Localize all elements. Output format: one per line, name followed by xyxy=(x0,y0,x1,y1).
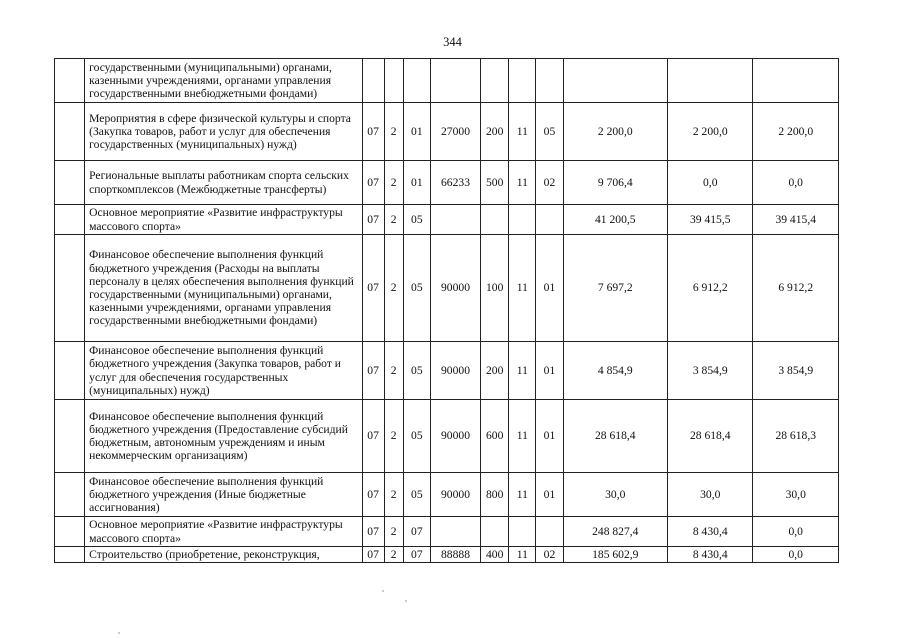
amount-cell: 6 912,2 xyxy=(753,235,839,342)
row-description: государственными (муниципальными) органами, казенными учреждениями, органами управления государственными внебюджетными фондами) xyxy=(85,59,362,103)
amount-cell xyxy=(668,59,753,103)
table-row xyxy=(55,342,839,400)
code-cell: 2 xyxy=(384,161,403,205)
code-cell: 07 xyxy=(362,205,384,235)
code-cell: 2 xyxy=(384,342,403,400)
amount-cell: 0,0 xyxy=(753,547,839,563)
code-cell: 500 xyxy=(481,161,509,205)
amount-cell: 30,0 xyxy=(563,473,668,517)
amount-cell xyxy=(563,59,668,103)
amount-cell: 9 706,4 xyxy=(563,161,668,205)
code-cell: 90000 xyxy=(430,473,480,517)
table-row xyxy=(55,59,839,103)
code-cell: 05 xyxy=(403,400,430,473)
code-cell: 11 xyxy=(509,473,536,517)
scan-dot xyxy=(118,632,120,634)
code-cell: 66233 xyxy=(430,161,480,205)
amount-cell: 0,0 xyxy=(753,161,839,205)
amount-cell: 39 415,4 xyxy=(753,205,839,235)
code-cell: 07 xyxy=(362,342,384,400)
amount-cell: 2 200,0 xyxy=(563,103,668,161)
code-cell: 400 xyxy=(481,547,509,563)
code-cell: 07 xyxy=(362,103,384,161)
code-cell: 05 xyxy=(536,103,563,161)
code-cell: 11 xyxy=(509,400,536,473)
code-cell xyxy=(509,517,536,547)
code-cell: 2 xyxy=(384,235,403,342)
code-cell: 05 xyxy=(403,342,430,400)
table-row xyxy=(55,400,839,473)
row-description: Финансовое обеспечение выполнения функций бюджетного учреждения (Расходы на выплаты персоналу в целях обеспечения выполнения функций государственными (муниципальными) органами, казенными учреждениями, органами управления государственными внебюджетными фондами) xyxy=(85,235,362,342)
code-cell xyxy=(536,59,563,103)
code-cell: 11 xyxy=(509,235,536,342)
code-cell: 200 xyxy=(481,103,509,161)
table-row xyxy=(55,161,839,205)
amount-cell: 30,0 xyxy=(668,473,753,517)
code-cell xyxy=(403,59,430,103)
table-row xyxy=(55,473,839,517)
amount-cell: 30,0 xyxy=(753,473,839,517)
code-cell xyxy=(509,205,536,235)
code-cell: 07 xyxy=(362,473,384,517)
amount-cell: 0,0 xyxy=(668,161,753,205)
code-cell: 600 xyxy=(481,400,509,473)
amount-cell: 185 602,9 xyxy=(563,547,668,563)
code-cell: 07 xyxy=(403,517,430,547)
amount-cell: 7 697,2 xyxy=(563,235,668,342)
row-description: Региональные выплаты работникам спорта сельских спорткомплексов (Межбюджетные трансферты) xyxy=(85,161,362,205)
scan-dot xyxy=(382,590,384,592)
code-cell: 07 xyxy=(362,517,384,547)
code-cell: 07 xyxy=(362,547,384,563)
table-row xyxy=(55,517,839,547)
code-cell: 800 xyxy=(481,473,509,517)
row-description: Основное мероприятие «Развитие инфраструктуры массового спорта» xyxy=(85,517,362,547)
code-cell: 2 xyxy=(384,400,403,473)
code-cell: 90000 xyxy=(430,400,480,473)
scan-dot xyxy=(405,600,407,602)
amount-cell: 248 827,4 xyxy=(563,517,668,547)
code-cell: 07 xyxy=(362,235,384,342)
code-cell: 01 xyxy=(403,161,430,205)
code-cell: 2 xyxy=(384,473,403,517)
row-marker-cell xyxy=(55,161,85,205)
code-cell: 11 xyxy=(509,547,536,563)
table-row xyxy=(55,235,839,342)
code-cell: 2 xyxy=(384,205,403,235)
code-cell: 01 xyxy=(536,342,563,400)
amount-cell: 4 854,9 xyxy=(563,342,668,400)
amount-cell: 8 430,4 xyxy=(668,517,753,547)
row-marker-cell xyxy=(55,547,85,563)
row-description: Основное мероприятие «Развитие инфраструктуры массового спорта» xyxy=(85,205,362,235)
row-marker-cell xyxy=(55,205,85,235)
code-cell xyxy=(384,59,403,103)
amount-cell xyxy=(753,59,839,103)
amount-cell: 8 430,4 xyxy=(668,547,753,563)
code-cell: 02 xyxy=(536,161,563,205)
code-cell: 01 xyxy=(536,235,563,342)
amount-cell: 3 854,9 xyxy=(668,342,753,400)
row-description: Финансовое обеспечение выполнения функций бюджетного учреждения (Иные бюджетные ассигнования) xyxy=(85,473,362,517)
code-cell: 11 xyxy=(509,103,536,161)
amount-cell: 6 912,2 xyxy=(668,235,753,342)
table-row xyxy=(55,547,839,563)
amount-cell: 3 854,9 xyxy=(753,342,839,400)
code-cell: 02 xyxy=(536,547,563,563)
code-cell xyxy=(509,59,536,103)
code-cell: 01 xyxy=(403,103,430,161)
code-cell: 90000 xyxy=(430,342,480,400)
row-marker-cell xyxy=(55,59,85,103)
code-cell xyxy=(536,205,563,235)
code-cell: 01 xyxy=(536,473,563,517)
amount-cell: 28 618,4 xyxy=(668,400,753,473)
code-cell: 01 xyxy=(536,400,563,473)
row-marker-cell xyxy=(55,342,85,400)
amount-cell: 28 618,4 xyxy=(563,400,668,473)
amount-cell: 0,0 xyxy=(753,517,839,547)
budget-table xyxy=(54,58,839,563)
code-cell: 88888 xyxy=(430,547,480,563)
code-cell xyxy=(430,205,480,235)
row-marker-cell xyxy=(55,235,85,342)
row-marker-cell xyxy=(55,517,85,547)
code-cell xyxy=(536,517,563,547)
code-cell xyxy=(362,59,384,103)
code-cell: 2 xyxy=(384,517,403,547)
code-cell xyxy=(481,205,509,235)
code-cell: 11 xyxy=(509,161,536,205)
code-cell xyxy=(481,59,509,103)
row-description: Строительство (приобретение, реконструкция, xyxy=(85,547,362,563)
amount-cell: 41 200,5 xyxy=(563,205,668,235)
row-description: Финансовое обеспечение выполнения функций бюджетного учреждения (Закупка товаров, работ и услуг для обеспечения государственных (муниципальных) нужд) xyxy=(85,342,362,400)
row-description: Мероприятия в сфере физической культуры и спорта (Закупка товаров, работ и услуг для обеспечения государственных (муниципальных) нужд) xyxy=(85,103,362,161)
code-cell: 07 xyxy=(362,400,384,473)
code-cell xyxy=(481,517,509,547)
amount-cell: 28 618,3 xyxy=(753,400,839,473)
code-cell: 200 xyxy=(481,342,509,400)
code-cell: 05 xyxy=(403,205,430,235)
code-cell: 100 xyxy=(481,235,509,342)
code-cell: 07 xyxy=(403,547,430,563)
code-cell: 11 xyxy=(509,342,536,400)
amount-cell: 39 415,5 xyxy=(668,205,753,235)
page-number: 344 xyxy=(443,35,462,49)
code-cell: 2 xyxy=(384,103,403,161)
table-row xyxy=(55,103,839,161)
row-marker-cell xyxy=(55,473,85,517)
code-cell: 90000 xyxy=(430,235,480,342)
code-cell: 2 xyxy=(384,547,403,563)
row-marker-cell xyxy=(55,400,85,473)
amount-cell: 2 200,0 xyxy=(668,103,753,161)
table-row xyxy=(55,205,839,235)
code-cell: 27000 xyxy=(430,103,480,161)
code-cell: 07 xyxy=(362,161,384,205)
row-description: Финансовое обеспечение выполнения функций бюджетного учреждения (Предоставление субсидий бюджетным, автономным учреждениям и иным некоммерческим организациям) xyxy=(85,400,362,473)
code-cell xyxy=(430,517,480,547)
row-marker-cell xyxy=(55,103,85,161)
amount-cell: 2 200,0 xyxy=(753,103,839,161)
code-cell xyxy=(430,59,480,103)
code-cell: 05 xyxy=(403,473,430,517)
code-cell: 05 xyxy=(403,235,430,342)
